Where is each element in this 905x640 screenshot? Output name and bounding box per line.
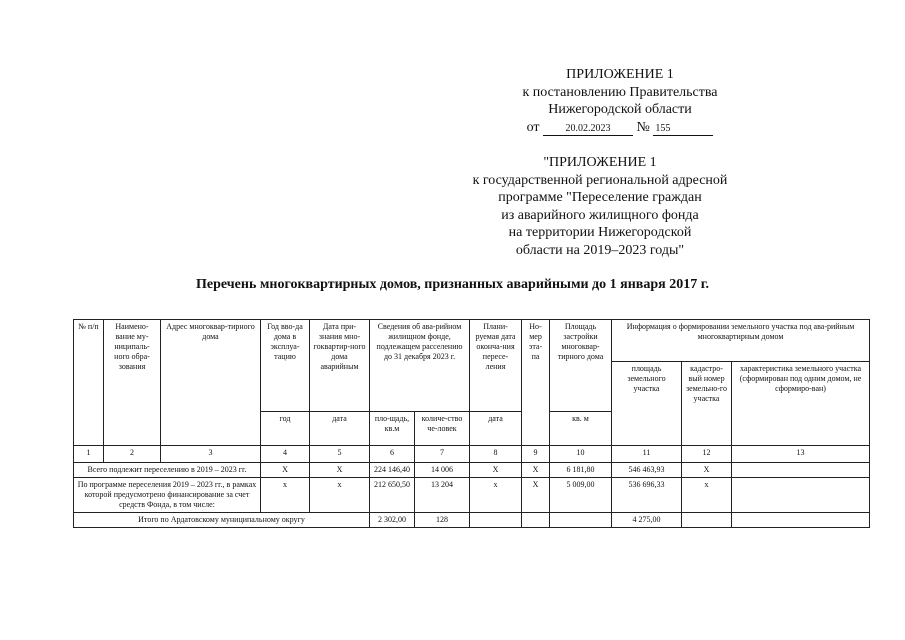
appendix-line-4: из аварийного жилищного фонда bbox=[501, 207, 699, 223]
header-num: № п/п bbox=[74, 320, 104, 446]
row-label: Всего подлежит переселению в 2019 – 2023 гг. bbox=[74, 463, 261, 478]
cell-area: 212 650,50 bbox=[370, 478, 415, 513]
approval-date: 20.02.2023 bbox=[543, 123, 633, 136]
col-number: 9 bbox=[522, 446, 550, 463]
appendix-line-6: области на 2019–2023 годы" bbox=[515, 242, 685, 258]
col-number: 6 bbox=[370, 446, 415, 463]
col-number: 12 bbox=[682, 446, 732, 463]
header-emergency-fund: Сведения об ава-рийном жилищном фонде, подлежащем расселению до 31 декабря 2023 г. bbox=[370, 320, 470, 412]
approval-number: 155 bbox=[653, 123, 713, 136]
header-municipality: Наимено-вание му-ниципаль-ного обра-зования bbox=[104, 320, 161, 446]
unit-year: год bbox=[261, 412, 310, 446]
cell-land-area: 536 696,33 bbox=[612, 478, 682, 513]
cell-resettle-date: x bbox=[470, 478, 522, 513]
list-title: Перечень многоквартирных домов, признанных аварийными до 1 января 2017 г. bbox=[196, 277, 709, 292]
appendix-line-3: программе "Переселение граждан bbox=[498, 190, 702, 205]
unit-date-2: дата bbox=[470, 412, 522, 446]
cell-stage: X bbox=[522, 478, 550, 513]
col-number: 4 bbox=[261, 446, 310, 463]
col-number: 7 bbox=[415, 446, 470, 463]
unit-sqm: кв. м bbox=[550, 412, 612, 446]
header-resettlement-date: Плани-руемая дата окончa-ния пересе-ления bbox=[470, 320, 522, 412]
col-number: 13 bbox=[732, 446, 870, 463]
cell-year: X bbox=[261, 463, 310, 478]
cell-cadastral bbox=[682, 513, 732, 528]
appendix-header bbox=[435, 154, 765, 259]
header-address: Адрес многоквар-тирного дома bbox=[161, 320, 261, 446]
cell-people: 128 bbox=[415, 513, 470, 528]
table-row bbox=[74, 463, 870, 478]
cell-cadastral: X bbox=[682, 463, 732, 478]
number-sign: № bbox=[636, 119, 650, 135]
cell-date: X bbox=[310, 463, 370, 478]
cell-people: 14 006 bbox=[415, 463, 470, 478]
unit-people: количе-ство че-ловек bbox=[415, 412, 470, 446]
header-year-built: Год вво-да дома в эксплуа-тацию bbox=[261, 320, 310, 412]
column-number-row bbox=[74, 446, 870, 463]
cell-land-type bbox=[732, 463, 870, 478]
cell-resettle-date: X bbox=[470, 463, 522, 478]
header-stage: Но-мер эта-па bbox=[522, 320, 550, 446]
col-number: 1 bbox=[74, 446, 104, 463]
header-land-area: площадь земельного участка bbox=[612, 362, 682, 446]
header-land-info: Информация о формировании земельного участка под ава-рийным многоквартирным домом bbox=[612, 320, 870, 362]
houses-table bbox=[73, 319, 870, 528]
col-number: 3 bbox=[161, 446, 261, 463]
cell-year: x bbox=[261, 478, 310, 513]
cell-area: 2 302,00 bbox=[370, 513, 415, 528]
approval-header bbox=[470, 66, 770, 136]
col-number: 2 bbox=[104, 446, 161, 463]
row-label: По программе переселения 2019 – 2023 гг., в рамках которой предусмотрено финансирование за счет средств Фонда, в том числе: bbox=[74, 478, 261, 513]
table-row bbox=[74, 513, 870, 528]
appendix-line-5: на территории Нижегородской bbox=[508, 225, 692, 240]
col-number: 8 bbox=[470, 446, 522, 463]
cell-land-area: 4 275,00 bbox=[612, 513, 682, 528]
approval-line-3: Нижегородской области bbox=[548, 102, 692, 117]
approval-title: ПРИЛОЖЕНИЕ 1 bbox=[566, 67, 674, 82]
cell-people: 13 204 bbox=[415, 478, 470, 513]
appendix-line-2: к государственной региональной адресной bbox=[472, 172, 728, 188]
cell-built-area: 5 009,00 bbox=[550, 478, 612, 513]
header-built-area: Площадь застройки многоквар-тирного дома bbox=[550, 320, 612, 412]
cell-date: x bbox=[310, 478, 370, 513]
col-number: 11 bbox=[612, 446, 682, 463]
row-label: Итого по Ардатовскому муниципальному округу bbox=[74, 513, 370, 528]
cell-land-type bbox=[732, 513, 870, 528]
cell-built-area bbox=[550, 513, 612, 528]
cell-land-area: 546 463,93 bbox=[612, 463, 682, 478]
approval-line-2: к постановлению Правительства bbox=[522, 84, 718, 100]
cell-stage bbox=[522, 513, 550, 528]
table-row bbox=[74, 478, 870, 513]
unit-area: пло-щадь, кв.м bbox=[370, 412, 415, 446]
appendix-title: "ПРИЛОЖЕНИЕ 1 bbox=[543, 155, 657, 170]
cell-area: 224 146,40 bbox=[370, 463, 415, 478]
header-land-type: характеристика земельного участка (сформирован под одним домом, не сформиро-ван) bbox=[732, 362, 870, 446]
col-number: 5 bbox=[310, 446, 370, 463]
approval-date-row bbox=[527, 119, 714, 137]
cell-land-type bbox=[732, 478, 870, 513]
cell-stage: X bbox=[522, 463, 550, 478]
cell-resettle-date bbox=[470, 513, 522, 528]
unit-date: дата bbox=[310, 412, 370, 446]
cell-cadastral: x bbox=[682, 478, 732, 513]
header-cadastral: кадастро-вый номер земельно-го участка bbox=[682, 362, 732, 446]
header-date-emergency: Дата при-знания мно-гоквартир-ного дома аварийным bbox=[310, 320, 370, 412]
col-number: 10 bbox=[550, 446, 612, 463]
cell-built-area: 6 181,80 bbox=[550, 463, 612, 478]
date-prefix: от bbox=[526, 119, 540, 135]
